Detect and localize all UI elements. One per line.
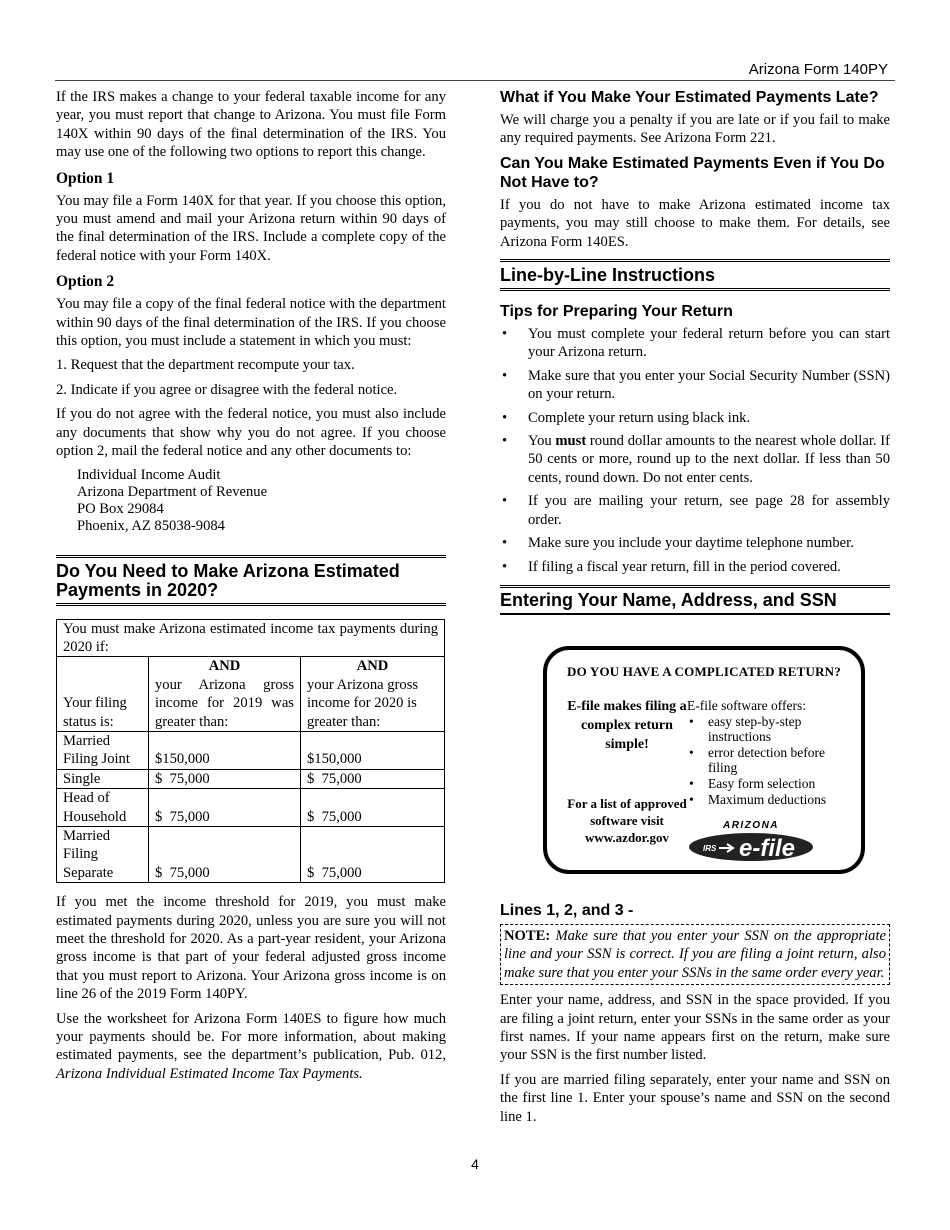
y2020-header-text: your Arizona gross income for 2020 is greater than: <box>307 676 419 730</box>
status-cell: Married Filing Joint <box>57 731 149 769</box>
status-header: Your filing status is: <box>57 657 149 732</box>
name-paragraph: Enter your name, address, and SSN in the space provided. If you are filing a joint return, enter your SSNs in the same order as your first names. If your name appears first on the return, make sure your SSN is the first number listed. <box>500 992 890 1064</box>
worksheet-text: Use the worksheet for Arizona Form 140ES to figure how much your payments should be. For more information, about making estimated payments, see the department’s publication, Pub. 012, <box>56 1010 446 1064</box>
bullet-icon: • <box>502 493 508 510</box>
list-item <box>500 558 890 576</box>
bullet-icon: • <box>502 558 508 575</box>
bullet-icon: • <box>502 433 508 450</box>
and-label: AND <box>208 658 241 675</box>
lines-heading: Lines 1, 2, and 3 - <box>500 901 634 919</box>
and-label: AND <box>356 658 389 675</box>
note-body: Make sure that you enter your SSN on the appropriate line and your SSN is correct. If you are filing a joint return, also make sure that you enter your SSNs in the same order every year. <box>504 927 886 981</box>
disagree-paragraph: If you do not agree with the federal notice, you must also include any documents that show why you do not agree. If you choose option 2, mail the federal notice and any other documents to: <box>56 406 446 460</box>
list-item <box>500 367 890 404</box>
bullet-icon: • <box>689 744 694 760</box>
feature-text: easy step-by-step instructions <box>708 713 802 745</box>
address-line: Arizona Department of Revenue <box>77 483 268 500</box>
page-number: 4 <box>471 1156 479 1172</box>
option2-paragraph: You may file a copy of the final federal notice with the department within 90 days of the final determination of the IRS. If you choose this option, you must include a statement in which you must: <box>56 296 446 350</box>
y2019-cell: $150,000 <box>149 731 301 769</box>
late-payments-heading: What if You Make Your Estimated Payments Late? <box>500 89 879 106</box>
address-line: Individual Income Audit <box>77 466 221 483</box>
married-separately-paragraph: If you are married filing separately, enter your name and SSN on the first line 1. Enter your spouse’s name and SSN on the second line 1. <box>500 1071 890 1125</box>
estimated-payments-table <box>56 619 445 884</box>
bullet-icon: • <box>689 775 694 791</box>
y2020-cell: $ 75,000 <box>301 769 445 788</box>
table-row <box>57 826 445 882</box>
table-row <box>57 769 445 788</box>
list-item <box>500 432 890 487</box>
tip-text: You <box>528 433 556 450</box>
efile-features <box>687 698 857 807</box>
tip-text: round dollar amounts to the nearest whole dollar. If 50 cents or more, round up to the next dollar. If less than 50 cents, round down. Do not enter cents. <box>528 433 890 486</box>
efile-offers-label: E-file software offers: <box>687 698 806 713</box>
address-line: Phoenix, AZ 85038-9084 <box>77 517 225 534</box>
bullet-icon: • <box>689 791 694 807</box>
tips-heading: Tips for Preparing Your Return <box>500 303 733 321</box>
y2019-cell: $ 75,000 <box>149 769 301 788</box>
y2019-header <box>149 657 301 732</box>
bullet-icon: • <box>689 713 694 729</box>
feature-text: Maximum deductions <box>708 791 827 807</box>
list-item <box>687 792 857 808</box>
bullet-icon: • <box>502 367 508 384</box>
tip-text: Make sure that you enter your Social Security Number (SSN) on your return. <box>528 367 890 403</box>
tip-text: If filing a fiscal year return, fill in the period covered. <box>528 558 841 575</box>
right-column <box>500 88 890 1132</box>
list-item: 2. Indicate if you agree or disagree with the federal notice. <box>56 381 398 398</box>
option2-heading: Option 2 <box>56 273 115 291</box>
status-cell: Married Filing Separate <box>57 826 149 882</box>
entering-name-heading: Entering Your Name, Address, and SSN <box>500 585 890 615</box>
efile-tagline: E-file makes filing a complex return simple! <box>567 699 687 752</box>
y2019-cell: $ 75,000 <box>149 826 301 882</box>
y2020-cell: $150,000 <box>301 731 445 769</box>
form-title: Arizona Form 140PY <box>748 61 888 78</box>
arizona-efile-logo-icon <box>687 818 815 862</box>
y2019-header-text: your Arizona gross income for 2019 was greater than: <box>155 676 294 730</box>
y2020-header <box>301 657 445 732</box>
can-make-payments-heading: Can You Make Estimated Payments Even if You Do Not Have to? <box>500 154 885 191</box>
list-item: 1. Request that the department recompute your tax. <box>56 357 355 374</box>
logo-irs-text: IRS <box>703 844 717 853</box>
note-label: NOTE: <box>504 927 551 944</box>
y2020-cell: $ 75,000 <box>301 826 445 882</box>
bullet-icon: • <box>502 535 508 552</box>
list-item <box>687 776 857 792</box>
tip-emphasis: must <box>555 433 587 450</box>
tip-text: If you are mailing your return, see page 28 for assembly order. <box>528 493 890 528</box>
status-cell: Head of Household <box>57 789 149 827</box>
table-row <box>57 731 445 769</box>
logo-arizona-text: ARIZONA <box>722 820 780 831</box>
note-text <box>504 927 886 982</box>
feature-text: Easy form selection <box>708 775 816 791</box>
worksheet-paragraph <box>56 1010 446 1084</box>
address-line: PO Box 29084 <box>77 500 164 517</box>
feature-text: error detection before filing <box>708 744 825 776</box>
tip-text: Make sure you include your daytime telephone number. <box>528 535 854 552</box>
can-make-payments-paragraph: If you do not have to make Arizona estimated income tax payments, you may still choose to make them. For details, see Arizona Form 140ES. <box>500 196 890 250</box>
bullet-icon: • <box>502 409 508 426</box>
tip-text: You must complete your federal return before you can start your Arizona return. <box>528 326 890 361</box>
header-rule <box>55 80 895 81</box>
logo-efile-text: e-file <box>738 835 796 862</box>
efile-feature-list <box>687 714 857 808</box>
mailing-address <box>77 467 446 535</box>
intro-paragraph: If the IRS makes a change to your federal taxable income for any year, you must report that change to Arizona. You must file Form 140X within 90 days of the final determination of the IRS. You may use one of the following two options to report this change. <box>56 89 446 161</box>
statement-list <box>56 356 446 399</box>
threshold-paragraph: If you met the income threshold for 2019, you must make estimated payments during 2020, unless you are sure you will not meet the threshold for 2020. As a part-year resident, your Arizona gross income is that part of your federal adjusted gross income that you must report to Arizona. Your Arizona gross income is on line 26 of the 2019 Form 140PY. <box>56 894 446 1003</box>
option1-paragraph: You may file a Form 140X for that year. If you choose this option, you must amend and mail your Arizona return within 90 days of the final determination of the IRS. Include a complete copy of the federal notice with your Form 140X. <box>56 192 446 264</box>
tip-text: Complete your return using black ink. <box>528 409 751 426</box>
late-payments-paragraph: We will charge you a penalty if you are late or if you fail to make any required payments. See Arizona Form 221. <box>500 112 890 147</box>
publication-title: Arizona Individual Estimated Income Tax Payments. <box>56 1065 363 1082</box>
y2019-cell: $ 75,000 <box>149 789 301 827</box>
status-cell: Single <box>57 769 149 788</box>
bullet-icon: • <box>502 326 508 343</box>
estimated-payments-heading: Do You Need to Make Arizona Estimated Payments in 2020? <box>56 555 446 606</box>
list-item <box>500 325 890 362</box>
list-item <box>687 745 857 776</box>
list-item <box>500 492 890 529</box>
table-row <box>57 789 445 827</box>
list-item <box>687 714 857 745</box>
efile-title: DO YOU HAVE A COMPLICATED RETURN? <box>567 664 841 679</box>
list-item <box>500 534 890 552</box>
y2020-cell: $ 75,000 <box>301 789 445 827</box>
list-item <box>500 409 890 427</box>
left-column <box>56 88 446 1089</box>
efile-website-text: For a list of approved software visit www.azdor.gov <box>567 796 687 845</box>
line-by-line-heading: Line-by-Line Instructions <box>500 259 890 291</box>
tips-list <box>500 325 890 576</box>
option1-heading: Option 1 <box>56 169 115 187</box>
efile-promo-box <box>543 646 865 874</box>
ssn-note <box>500 924 890 985</box>
table-intro: You must make Arizona estimated income tax payments during 2020 if: <box>57 619 445 657</box>
